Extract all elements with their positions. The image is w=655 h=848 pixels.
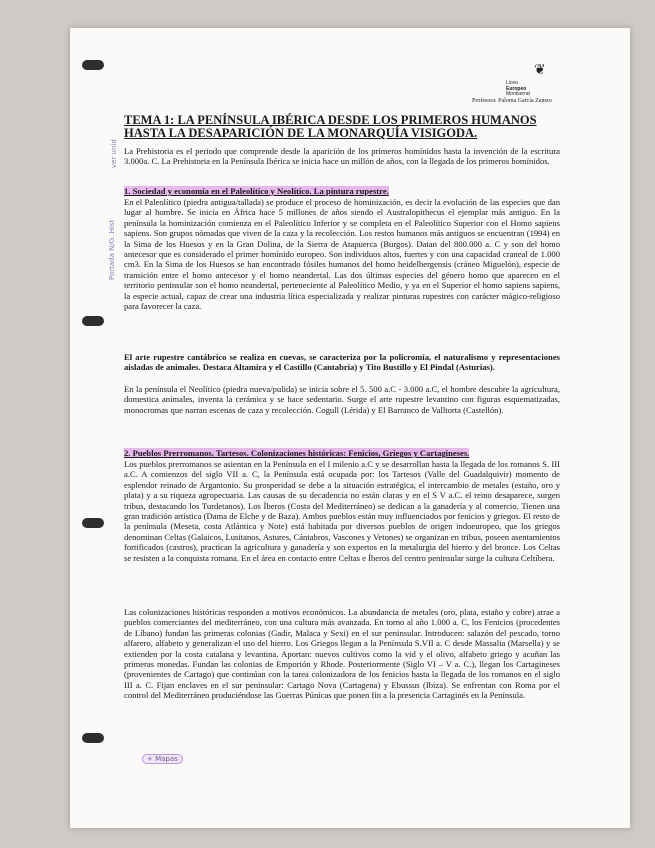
intro-paragraph: La Prehistoria es el periodo que comprende desde la aparición de los primeros homínidos hasta la invención de la escritura 3.000a. C. La Prehistoria en la Península Ibérica se inicia hace un millón de años, con la llegada de los primeros homínidos. (124, 146, 560, 167)
paragraph: Los pueblos prerromanos se asientan en la Península en el I milenio a.C y se desarrollan hasta la llegada de los romanos S. III a.C. A comienzos del siglo VII a. C, la Península está ocupada por: los Tartesos (Valle del Guadalquivir) momento de esplendor reinado de Argantonio. Su prosperidad se debe a la situación estratégica, el intercambio de metales (estaño, oro y plata) y a su riqueza agropecuaria. Las causas de su decadencia no están claras y en el S V a.C. el reino desaparece, surgen tribus, destacando los Turdetanos). Los Íberos (Costa del Mediterráneo) se dedican a la ganadería y al comercio. Tienen una gran tradición artística (Dama de Elche y de Baza). Ambos pueblos están muy influenciados por fenicios y griegos. El resto de la península (Meseta, costa Atlántica y Note) está habitada por diversos pueblos de origen indoeuropeo, que los griegos denominan Celtas (Galaicos, Lusitanos, Astures, Cántabros, Vascones y Vetones) se organizan en tribus, poseen asentamientos fortificados (castros), practican la agricultura y ganadería y son expertos en la metalurgia del hierro y del bronce. Los Celtas se resisten a la conquista romana. En el área en contacto entre Celtas e Íberos del centro peninsular surge la cultura Celtíbera. (124, 459, 560, 563)
binder-ring (82, 316, 104, 326)
page-title: TEMA 1: LA PENÍNSULA IBÉRICA DESDE LOS PRIMEROS HUMANOS HASTA LA DESAPARICIÓN DE LA MONARQUÍA VISIGODA. (124, 113, 537, 140)
paragraph: En el Paleolítico (piedra antigua/tallada) se produce el proceso de hominización, es decir la evolución de las especies que dan lugar al hombre. Se inicia en África hace 5 millones de años siendo el Australopithecus el ejemplar más antiguo. En la península la hominización comienza en el Paleolítico Inferior y se completa en el Paleolítico Superior con el Homo sapiens sapiens. Son grupos nómadas que viven de la caza y la recolección. Los restos humanos más antiguos se encuentran (1994) en la Sima de los Huesos y en la Gran Dolina, de la Sierra de Atapuerca (Burgos). Datan del 800.000 a. C y son del homo antecesor que es considerado el primer homínido europeo. Son individuos altos, fuertes y con una capacidad craneal de 1.000 cm3. En la Sima de los Huesos se han encontrado fósiles humanos del homo heidelbergensis (cráneo Miguelón), especie de transición entre el homo antecesor y el homo neandertal. Las dos últimas especies del género homo que aparecen en el territorio peninsular son el homo neandertal, perteneciente al Paleolítico Medio, y ya en el Superior el homo sapiens sapiens, la especie actual, capaz de crear una industria lítica especializada y realizar pinturas rupestres con carácter mágico-religioso para favorecer la caza. (124, 197, 560, 312)
binder-ring (82, 518, 104, 528)
paragraph: En la península el Neolítico (piedra nueva/pulida) se inicia sobre el 5. 500 a.C - 3.000 a.C, el hombre descubre la agricultura, domestica animales, inventa la cerámica y se hace sedentario. Surge el arte rupestre levantino con figuras esquematizadas, monocromas que narran escenas de caza y recolección. Cogull (Lérida) y El Barranco de Valltorta (Castellón). (124, 384, 560, 415)
school-logo-icon: ❦ (534, 61, 546, 77)
handwritten-note: + Mapas (142, 754, 183, 764)
margin-note: Portada N/G. Hist (108, 219, 116, 280)
professor-name: Profesora: Paloma García Zamzo (472, 98, 552, 104)
section-heading-text: 1. Sociedad y economía en el Paleolítico y Neolítico. La pintura rupestre. (124, 186, 389, 196)
binder-ring (82, 60, 104, 70)
paragraph: Las colonizaciones históricas responden a motivos económicos. La abundancia de metales (oro, plata, estaño y cobre) atrae a pueblos comerciantes del mediterráneo, con una cultura más avanzada. En torno al año 1.000 a. C, los Fenicios (procedentes de Líbano) fundan las primeras colonias (Gadir, Malaca y Sexi) en el sur peninsular. Introducen: salazón del pescado, torno alfarero, alfabeto y generalizan el uso del hierro. Los Griegos llegan a la Península S.VII a. C desde Massalia (Marsella) y se extienden por la costa catalana y levantina. Aportan: nuevos cultivos como la vid y el olivo, alfabeto griego y acuñan las primeras monedas. Fundan las colonias de Emporión y Rhode. Posteriormente (Siglo VI – V a. C.), llegan los Cartagineses (provenientes de Cartago) que continúan con la tarea colonizadora de los fenicios hasta la llegada de los romanos en el siglo III a. C. Fijan enclaves en el sur peninsular: Cartago Nova (Cartagena) y Ebussus (Ibiza). Se enfrentan con Roma por el control del Mediterráneo produciéndose las Guerras Púnicas que ponen fin a la presencia Cartaginés en la Península. (124, 607, 560, 701)
logo-line: Montserrat (506, 91, 530, 97)
paragraph: El arte rupestre cantábrico se realiza en cuevas, se caracteriza por la policromía, el naturalismo y representaciones aisladas de animales. Destaca Altamira y el Castillo (Cantabria) y Tito Bustillo y El Pindal (Asturias). (124, 352, 560, 373)
section-heading (124, 186, 560, 196)
logo-line: Europeo (506, 86, 527, 92)
section-heading-text: 2. Pueblos Prerromanos. Tartesos. Colonizaciones históricas: Fenicios, Griegos y Cartagineses. (124, 448, 470, 458)
logo-line: Liceo (506, 80, 518, 86)
binder-ring (82, 733, 104, 743)
section-heading (124, 448, 560, 458)
margin-note: ver unid (110, 139, 118, 168)
